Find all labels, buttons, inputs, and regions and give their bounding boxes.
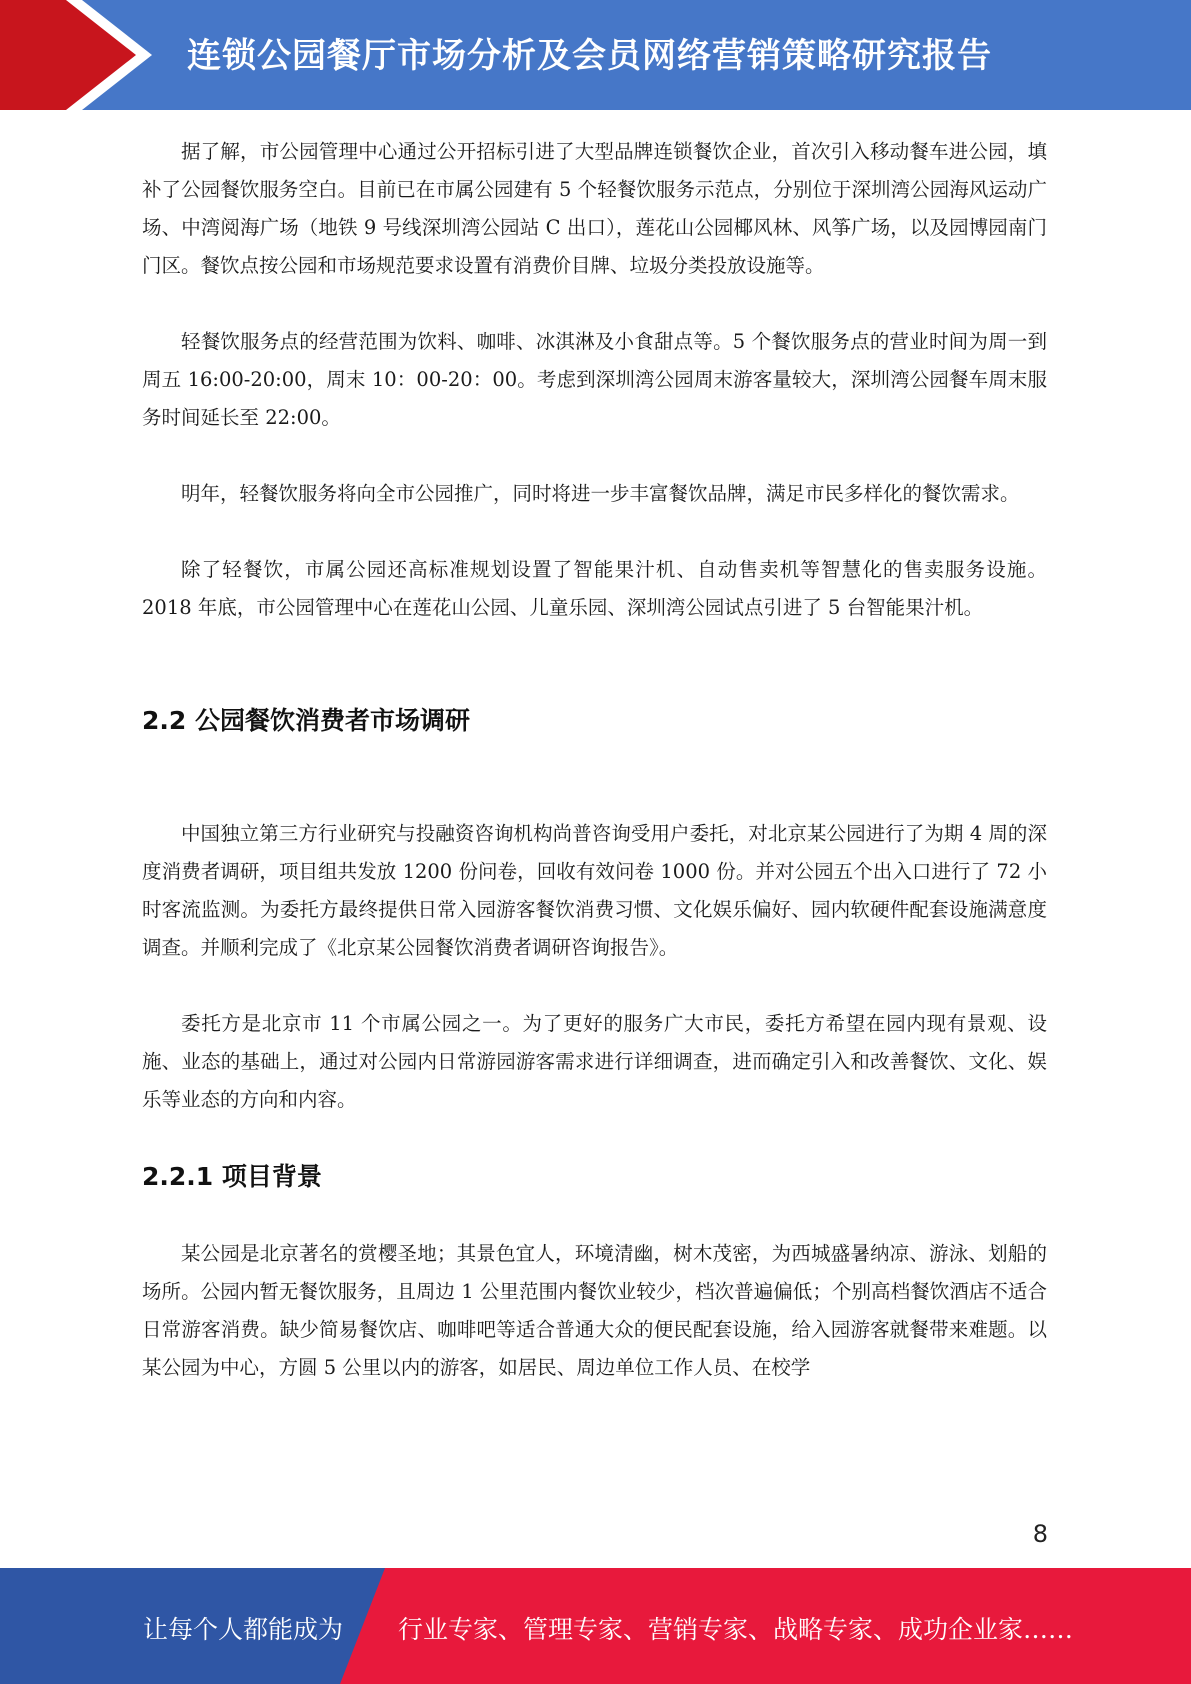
page-footer (0, 1568, 1191, 1684)
footer-slogan-right: 行业专家、管理专家、营销专家、战略专家、成功企业家…… (398, 1615, 1074, 1644)
footer-slogan-left: 让每个人都能成为 (143, 1615, 344, 1644)
paragraph: 中国独立第三方行业研究与投融资咨询机构尚普咨询受用户委托，对北京某公园进行了为期 4 周的深度消费者调研，项目组共发放 1200 份问卷，回收有效问卷 1000 份。并对公园五个出入口进行了 72 小时客流监测。为委托方最终提供日常入园游客餐饮消费习惯、文化娱乐偏好、园内软硬件配套设施满意度调查。并顺利完成了《北京某公园餐饮消费者调研咨询报告》。 (142, 822, 1047, 959)
section-heading-2-2: 2.2 公园餐饮消费者市场调研 (142, 706, 470, 735)
section-heading-2-2-1: 2.2.1 项目背景 (142, 1162, 322, 1191)
report-title: 连锁公园餐厅市场分析及会员网络营销策略研究报告 (187, 36, 992, 76)
paragraph: 据了解，市公园管理中心通过公开招标引进了大型品牌连锁餐饮企业，首次引入移动餐车进公园，填补了公园餐饮服务空白。目前已在市属公园建有 5 个轻餐饮服务示范点，分别位于深圳湾公园海风运动广场、中湾阅海广场（地铁 9 号线深圳湾公园站 C 出口），莲花山公园椰风林、风筝广场，以及园博园南门门区。餐饮点按公园和市场规范要求设置有消费价目牌、垃圾分类投放设施等。 (142, 140, 1047, 277)
page-content (142, 133, 1047, 1387)
paragraph: 轻餐饮服务点的经营范围为饮料、咖啡、冰淇淋及小食甜点等。5 个餐饮服务点的营业时间为周一到周五 16:00-20:00，周末 10：00-20：00。考虑到深圳湾公园周末游客量较大，深圳湾公园餐车周末服务时间延长至 22:00。 (142, 330, 1047, 429)
header-red-block (0, 0, 150, 110)
page-number: 8 (1032, 1520, 1048, 1548)
paragraph: 除了轻餐饮，市属公园还高标准规划设置了智能果汁机、自动售卖机等智慧化的售卖服务设施。2018 年底，市公园管理中心在莲花山公园、儿童乐园、深圳湾公园试点引进了 5 台智能果汁机。 (142, 558, 1047, 619)
paragraph: 某公园是北京著名的赏樱圣地；其景色宜人，环境清幽，树木茂密，为西城盛暑纳凉、游泳、划船的场所。公园内暂无餐饮服务，且周边 1 公里范围内餐饮业较少，档次普遍偏低；个别高档餐饮酒店不适合日常游客消费。缺少简易餐饮店、咖啡吧等适合普通大众的便民配套设施，给入园游客就餐带来难题。以某公园为中心，方圆 5 公里以内的游客，如居民、周边单位工作人员、在校学 (142, 1242, 1047, 1379)
paragraph: 委托方是北京市 11 个市属公园之一。为了更好的服务广大市民，委托方希望在园内现有景观、设施、业态的基础上，通过对公园内日常游园游客需求进行详细调查，进而确定引入和改善餐饮、文化、娱乐等业态的方向和内容。 (142, 1012, 1047, 1111)
paragraph: 明年，轻餐饮服务将向全市公园推广，同时将进一步丰富餐饮品牌，满足市民多样化的餐饮需求。 (181, 482, 1020, 505)
page-header (0, 0, 1191, 110)
